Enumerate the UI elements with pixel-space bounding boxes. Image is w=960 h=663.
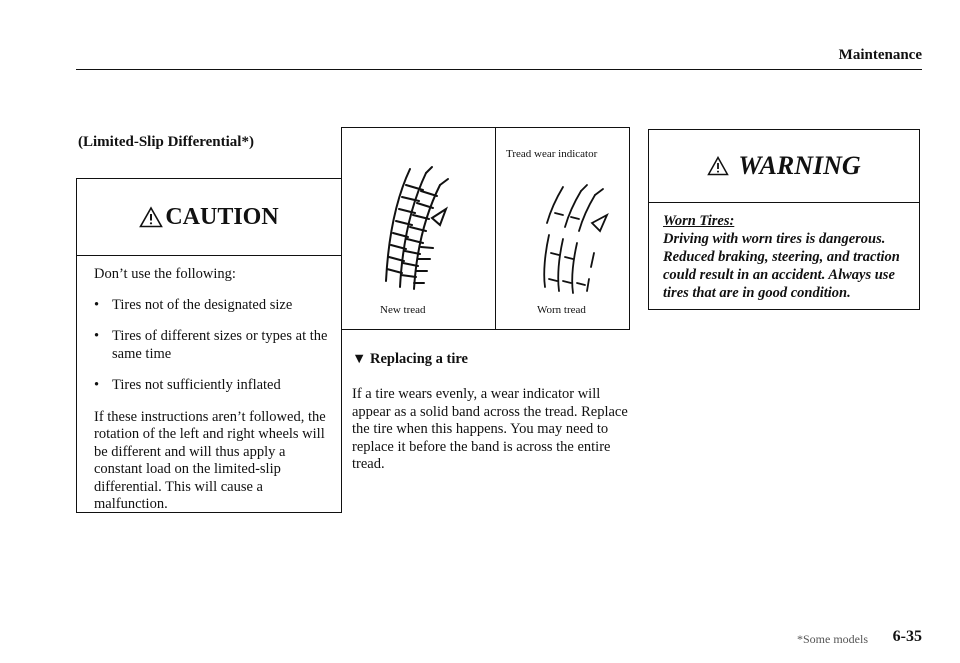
header-rule [76,69,922,70]
worn-tread-illustration [537,183,617,298]
caution-intro: Don’t use the following: [94,266,236,282]
caution-label: CAUTION [165,203,279,230]
footer-note: *Some models [797,632,868,646]
tread-indicator-label: Tread wear indicator [506,148,598,160]
replacing-body: If a tire wears evenly, a wear indicator will appear as a solid band across the tread. Replace the tire when this happens. You may need to replace it before the band is across the entire tread. [352,386,628,472]
warning-label: WARNING [738,151,861,180]
caution-header [77,179,341,256]
new-tread-label: New tread [380,304,426,316]
replacing-subheading [352,351,468,368]
caution-item-3: • Tires not sufficiently inflated [94,377,329,395]
section-title: (Limited-Slip Differential*) [78,134,254,150]
caution-item-2: • Tires of different sizes or types at the same time [94,328,329,363]
caution-box [76,178,342,513]
warning-heading: Worn Tires: [663,213,735,229]
header-title: Maintenance [838,47,922,63]
replacing-title: Replacing a tire [369,351,468,367]
new-tread-illustration [380,163,452,293]
warning-header [649,130,919,203]
caution-list [94,297,329,395]
page-number: 6-35 [892,628,922,645]
warning-triangle-icon [707,156,729,176]
caution-closing: If these instructions aren’t followed, the rotation of the left and right wheels will be different and will thus apply a constant load on the limited-slip differential. This will cause a malfunction. [94,408,326,512]
warning-box [648,129,920,310]
tread-figure [341,127,630,330]
figure-divider [495,128,496,329]
triangle-bullet-icon: ▼ [352,351,367,367]
warning-body [649,203,919,302]
worn-tread-label: Worn tread [537,304,586,316]
warning-triangle-icon [139,206,163,228]
caution-body [77,256,341,514]
warning-text: Driving with worn tires is dangerous. Reduced braking, steering, and traction could result in an accident. Always use tires that are in good condition. [663,231,900,301]
caution-item-1: • Tires not of the designated size [94,297,329,315]
